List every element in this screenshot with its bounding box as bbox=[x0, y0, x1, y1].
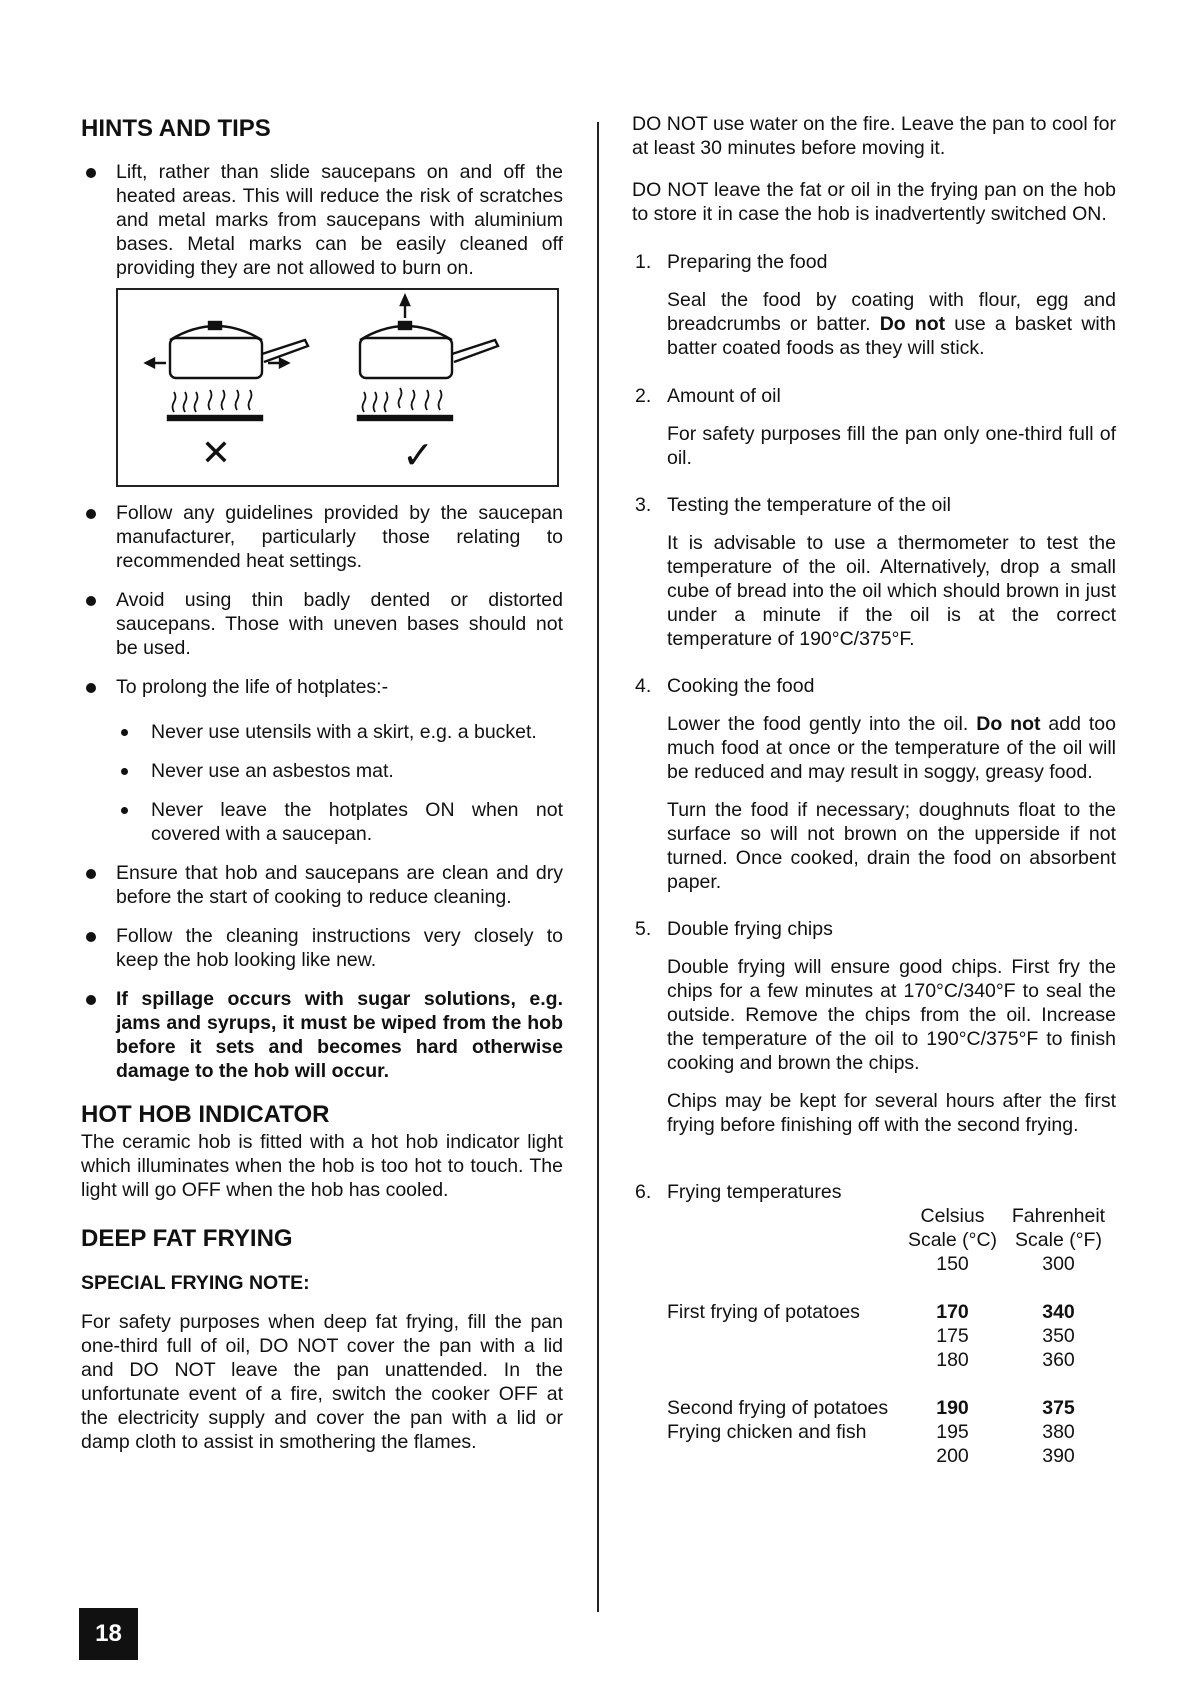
sub-bullet-hotplates-on: Never leave the hotplates ON when not covered with a saucepan. bbox=[81, 798, 563, 846]
hot-hob-indicator-heading: HOT HOB INDICATOR bbox=[81, 1101, 330, 1128]
left-column bbox=[81, 114, 563, 1454]
no-store-warning: DO NOT leave the fat or oil in the frying pan on the hob to store it in case the hob is inadvertently switched ON. bbox=[632, 179, 1116, 225]
frying-temperature-table bbox=[667, 1204, 1116, 1468]
fahrenheit-header: Fahrenheit Scale (°F) bbox=[1011, 1205, 1106, 1251]
step-amount-oil: 2. Amount of oil bbox=[635, 385, 781, 407]
check-icon: ✓ bbox=[402, 433, 434, 477]
bullet-sugar-spillage: If spillage occurs with sugar solutions, e.g. jams and syrups, it must be wiped from the hob before it sets and becomes hard otherwise damage to the hob will occur. bbox=[81, 987, 563, 1083]
table-row: 175 350 bbox=[936, 1325, 1075, 1347]
step-double-frying-text: Double frying will ensure good chips. First fry the chips for a few minutes at 170°C/340°F to seal the outside. Remove the chips from the oil. Increase the temperature of the oil to 190°C/375°F to finish cooking and brown the chips. bbox=[667, 956, 1116, 1074]
sub-bullet-asbestos: Never use an asbestos mat. bbox=[81, 759, 563, 783]
step-testing-temperature-text: It is advisable to use a thermometer to test the temperature of the oil. Alternatively, drop a small cube of bread into the oil which should brown in just under a minute if the oil is at the correct temperature of 190°C/375°F. bbox=[667, 532, 1116, 650]
celsius-header: Celsius Scale (°C) bbox=[907, 1205, 998, 1251]
step-amount-oil-text: For safety purposes fill the pan only one-third full of oil. bbox=[667, 423, 1116, 469]
bullet-prolong-hotplates: To prolong the life of hotplates:- bbox=[81, 675, 563, 699]
step-frying-temperatures: 6. Frying temperatures bbox=[635, 1181, 842, 1203]
cross-icon: ✕ bbox=[200, 433, 232, 474]
table-row: First frying of potatoes 170 340 bbox=[667, 1301, 1075, 1323]
step-double-frying: 5. Double frying chips bbox=[635, 918, 833, 940]
step-cooking-food: 4. Cooking the food bbox=[635, 675, 815, 697]
step-preparing-food-text: Seal the food by coating with flour, egg and breadcrumbs or batter. Do not use a basket with batter coated foods as they will stick. bbox=[667, 289, 1117, 359]
bullet-manufacturer-guidelines: Follow any guidelines provided by the saucepan manufacturer, particularly those relating to recommended heat settings. bbox=[81, 501, 563, 573]
bullet-avoid-thin-saucepans: Avoid using thin badly dented or distorted saucepans. Those with uneven bases should not be used. bbox=[81, 588, 563, 660]
step-testing-temperature: 3. Testing the temperature of the oil bbox=[635, 494, 951, 516]
deep-fat-frying-heading: DEEP FAT FRYING bbox=[81, 1225, 293, 1252]
sub-bullet-skirt: Never use utensils with a skirt, e.g. a bucket. bbox=[81, 720, 563, 744]
saucepan-illustration bbox=[116, 288, 559, 487]
table-row: Second frying of potatoes 190 375 bbox=[667, 1397, 1075, 1419]
bullet-clean-dry: Ensure that hob and saucepans are clean and dry before the start of cooking to reduce cleaning. bbox=[81, 861, 563, 909]
step-double-frying-text-2: Chips may be kept for several hours after the first frying before finishing off with the second frying. bbox=[667, 1090, 1116, 1136]
bullet-cleaning-instructions: Follow the cleaning instructions very closely to keep the hob looking like new. bbox=[81, 924, 563, 972]
table-header bbox=[667, 1204, 1116, 1252]
special-frying-note-heading: SPECIAL FRYING NOTE: bbox=[81, 1272, 310, 1294]
table-row: 150 300 bbox=[936, 1253, 1075, 1275]
hints-heading: HINTS AND TIPS bbox=[81, 115, 271, 142]
step-cooking-food-text: Lower the food gently into the oil. Do not add too much food at once or the temperature of the oil will be reduced and may result in soggy, greasy food. bbox=[667, 713, 1116, 783]
step-cooking-food-text-2: Turn the food if necessary; doughnuts float to the surface so will not brown on the upperside if not turned. Once cooked, drain the food on absorbent paper. bbox=[667, 799, 1116, 893]
hot-hob-indicator-text: The ceramic hob is fitted with a hot hob indicator light which illuminates when the hob is too hot to touch. The light will go OFF when the hob has cooled. bbox=[81, 1131, 563, 1201]
bullet-lift-saucepans: Lift, rather than slide saucepans on and off the heated areas. This will reduce the risk of scratches and metal marks from saucepans with aluminium bases. Metal marks can be easily cleaned off providing they are not allowed to burn on. bbox=[81, 160, 563, 280]
saucepan-diagram bbox=[118, 290, 557, 485]
table-row: Frying chicken and fish 195 380 bbox=[667, 1421, 1075, 1443]
no-water-warning: DO NOT use water on the fire. Leave the pan to cool for at least 30 minutes before moving it. bbox=[632, 113, 1116, 159]
page-number: 18 bbox=[79, 1608, 138, 1660]
table-row: 200 390 bbox=[936, 1445, 1075, 1467]
table-row: 180 360 bbox=[936, 1349, 1075, 1371]
step-preparing-food: 1. Preparing the food bbox=[635, 251, 828, 273]
column-divider bbox=[597, 122, 599, 1612]
right-column bbox=[632, 112, 1116, 1468]
special-frying-note-text: For safety purposes when deep fat frying, fill the pan one-third full of oil, DO NOT cover the pan with a lid and DO NOT leave the pan unattended. In the unfortunate event of a fire, switch the cooker OFF at the electricity supply and cover the pan with a lid or damp cloth to assist in smothering the flames. bbox=[81, 1311, 563, 1453]
